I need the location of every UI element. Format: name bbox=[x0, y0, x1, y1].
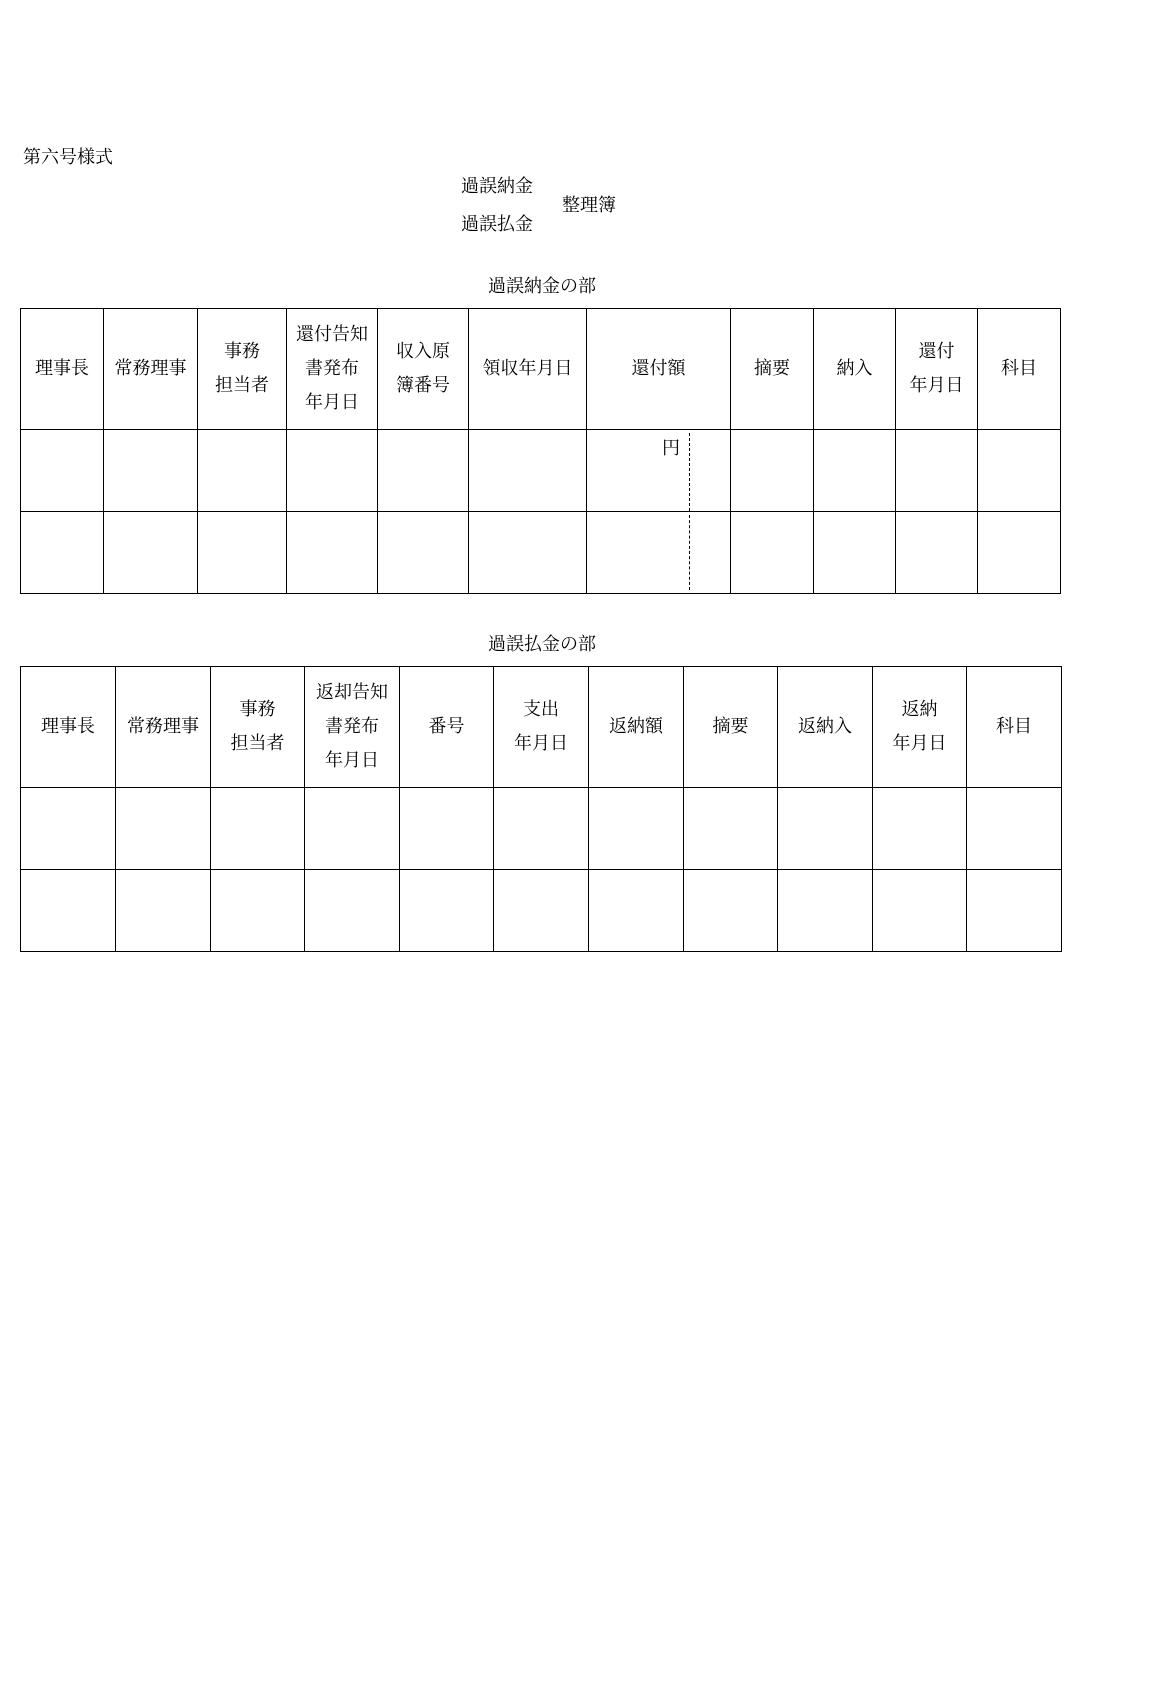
payment-header-account-item: 科目 bbox=[967, 667, 1062, 788]
currency-unit-label: 円 bbox=[662, 438, 680, 459]
refund-header-summary: 摘要 bbox=[731, 309, 814, 430]
table-cell[interactable] bbox=[116, 870, 211, 952]
table-cell[interactable] bbox=[896, 430, 978, 512]
table-cell[interactable] bbox=[469, 512, 587, 594]
document-title-line-1: 過誤納金 bbox=[461, 176, 533, 197]
table-cell[interactable] bbox=[731, 512, 814, 594]
refund-header-refund-date: 還付 年月日 bbox=[896, 309, 978, 430]
table-cell[interactable] bbox=[873, 788, 967, 870]
refund-header-income-ledger-number: 収入原 簿番号 bbox=[378, 309, 469, 430]
payment-header-return-amount: 返納額 bbox=[589, 667, 684, 788]
table-cell[interactable] bbox=[814, 430, 896, 512]
table-cell[interactable] bbox=[967, 870, 1062, 952]
table-row bbox=[21, 870, 1062, 952]
table-cell[interactable] bbox=[978, 430, 1061, 512]
payment-header-notice-issue-date: 返却告知 書発布 年月日 bbox=[305, 667, 400, 788]
overpayment-ledger-table bbox=[20, 666, 1062, 952]
table-cell[interactable] bbox=[778, 870, 873, 952]
refund-header-payment: 納入 bbox=[814, 309, 896, 430]
table-cell[interactable] bbox=[494, 870, 589, 952]
refund-amount-cell[interactable] bbox=[587, 430, 731, 512]
table-cell[interactable] bbox=[287, 512, 378, 594]
table-cell[interactable] bbox=[21, 870, 116, 952]
table-cell[interactable] bbox=[378, 430, 469, 512]
table-cell[interactable] bbox=[378, 512, 469, 594]
table-cell[interactable] bbox=[684, 870, 778, 952]
table-cell[interactable] bbox=[198, 512, 287, 594]
section-title-payment: 過誤払金の部 bbox=[488, 634, 596, 655]
table-cell[interactable] bbox=[469, 430, 587, 512]
table-cell[interactable] bbox=[978, 512, 1061, 594]
table-row bbox=[21, 512, 1061, 594]
payment-header-disbursement-date: 支出 年月日 bbox=[494, 667, 589, 788]
table-cell[interactable] bbox=[589, 788, 684, 870]
payment-header-number: 番号 bbox=[400, 667, 494, 788]
table-cell[interactable] bbox=[400, 788, 494, 870]
table-cell[interactable] bbox=[104, 430, 198, 512]
table-row bbox=[21, 430, 1061, 512]
refund-header-receipt-date: 領収年月日 bbox=[469, 309, 587, 430]
refund-header-notice-issue-date: 還付告知 書発布 年月日 bbox=[287, 309, 378, 430]
refund-header-account-item: 科目 bbox=[978, 309, 1061, 430]
table-cell[interactable] bbox=[21, 512, 104, 594]
refund-header-executive-director: 常務理事 bbox=[104, 309, 198, 430]
amount-divider-line bbox=[689, 433, 690, 511]
table-cell[interactable] bbox=[211, 788, 305, 870]
document-title-suffix: 整理簿 bbox=[562, 195, 616, 216]
document-title-line-2: 過誤払金 bbox=[461, 214, 533, 235]
table-cell[interactable] bbox=[778, 788, 873, 870]
refund-header-row bbox=[21, 309, 1061, 430]
table-cell[interactable] bbox=[494, 788, 589, 870]
payment-header-executive-director: 常務理事 bbox=[116, 667, 211, 788]
form-number: 第六号様式 bbox=[23, 147, 113, 168]
section-title-refund: 過誤納金の部 bbox=[488, 276, 596, 297]
refund-header-refund-amount: 還付額 bbox=[587, 309, 731, 430]
payment-header-chairman: 理事長 bbox=[21, 667, 116, 788]
table-cell[interactable] bbox=[589, 870, 684, 952]
payment-header-clerk-in-charge: 事務 担当者 bbox=[211, 667, 305, 788]
table-cell[interactable] bbox=[731, 430, 814, 512]
table-cell[interactable] bbox=[684, 788, 778, 870]
payment-header-return-date: 返納 年月日 bbox=[873, 667, 967, 788]
amount-divider-line bbox=[689, 515, 690, 590]
table-cell[interactable] bbox=[104, 512, 198, 594]
table-cell[interactable] bbox=[814, 512, 896, 594]
table-cell[interactable] bbox=[21, 430, 104, 512]
table-cell[interactable] bbox=[116, 788, 211, 870]
table-cell[interactable] bbox=[305, 788, 400, 870]
payment-header-summary: 摘要 bbox=[684, 667, 778, 788]
table-cell[interactable] bbox=[967, 788, 1062, 870]
refund-header-clerk-in-charge: 事務 担当者 bbox=[198, 309, 287, 430]
payment-header-row bbox=[21, 667, 1062, 788]
table-cell[interactable] bbox=[211, 870, 305, 952]
payment-header-return-payment: 返納入 bbox=[778, 667, 873, 788]
table-cell[interactable] bbox=[896, 512, 978, 594]
table-cell[interactable] bbox=[198, 430, 287, 512]
table-cell[interactable] bbox=[21, 788, 116, 870]
table-row bbox=[21, 788, 1062, 870]
refund-ledger-table bbox=[20, 308, 1061, 594]
table-cell[interactable] bbox=[400, 870, 494, 952]
refund-header-chairman: 理事長 bbox=[21, 309, 104, 430]
refund-amount-cell[interactable] bbox=[587, 512, 731, 594]
table-cell[interactable] bbox=[305, 870, 400, 952]
table-cell[interactable] bbox=[287, 430, 378, 512]
table-cell[interactable] bbox=[873, 870, 967, 952]
